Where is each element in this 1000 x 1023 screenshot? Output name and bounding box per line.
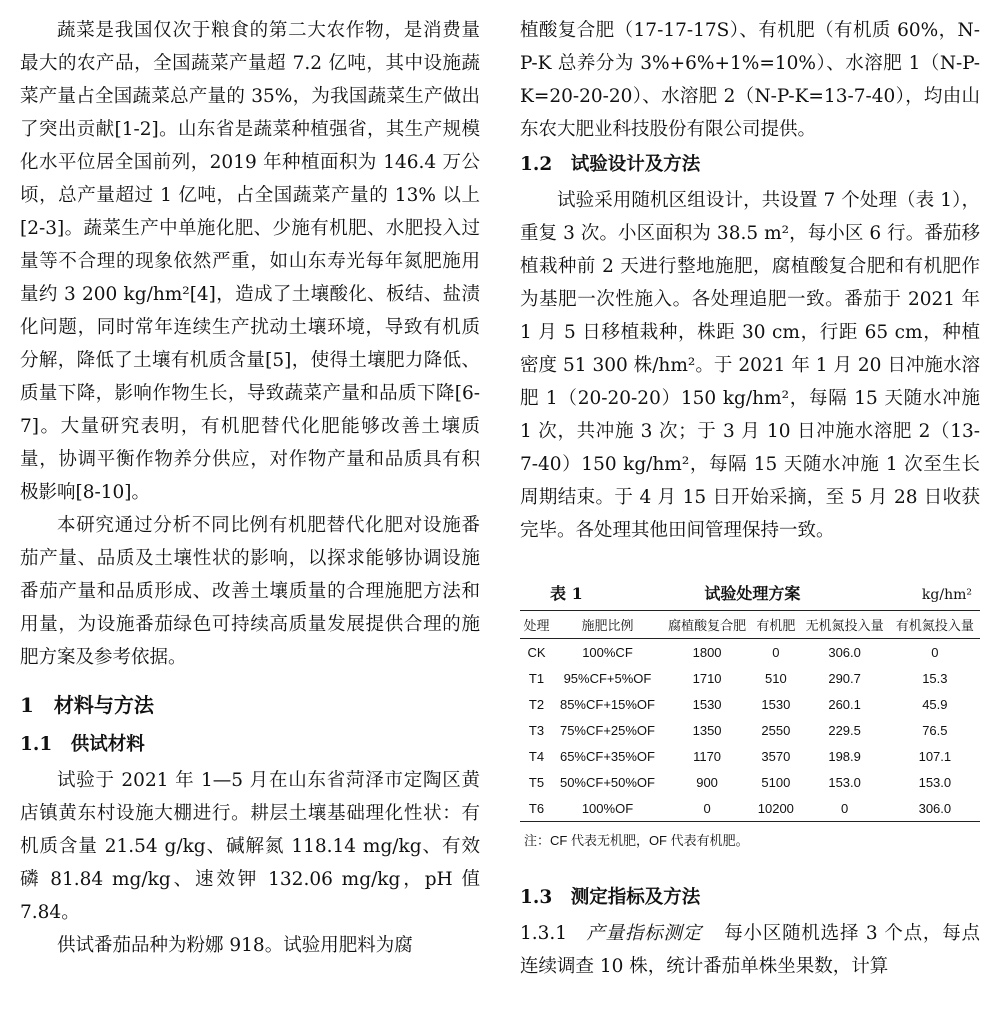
table-header-cell: 有机肥 [756, 618, 796, 633]
table-row [520, 639, 980, 666]
table-cell: 0 [772, 644, 780, 660]
table-label: 表 1 [550, 584, 583, 603]
table-cell: 1800 [692, 644, 722, 660]
table-cell: 76.5 [922, 722, 948, 738]
table-cell: 1350 [692, 722, 722, 738]
table-cell: 260.1 [828, 696, 861, 712]
table-cell: 229.5 [828, 722, 861, 738]
table-caption [520, 581, 980, 604]
intro-paragraph-2: 本研究通过分析不同比例有机肥替代化肥对设施番茄产量、品质及土壤性状的影响，以探求能够协调设施番茄产量和品质形成、改善土壤质量的合理施肥方法和用量，为设施番茄绿色可持续高质量发展提供合理的施肥方案及参考依据。 [20, 515, 480, 668]
table-unit: kg/hm² [921, 587, 972, 603]
section-title: 材料与方法 [53, 693, 154, 717]
table-row [520, 717, 980, 743]
table-cell: T1 [528, 670, 545, 686]
table-cell: T4 [528, 748, 545, 764]
table-cell: 0 [841, 800, 849, 816]
subsection-number: 1.3 [520, 887, 553, 908]
table-cell: T2 [528, 696, 545, 712]
table-cell: 510 [764, 670, 787, 686]
table-cell: 95%CF+5%OF [563, 670, 652, 686]
right-column [520, 14, 980, 983]
table-cell: T5 [528, 774, 545, 790]
subsection-heading-1-1 [20, 728, 480, 762]
table-cell: 2550 [761, 722, 791, 738]
table-cell: CK [527, 644, 546, 660]
table-header-cell: 处理 [523, 618, 550, 633]
table-cell: 107.1 [918, 748, 952, 764]
table-cell: 65%CF+35%OF [559, 748, 655, 764]
materials-paragraph: 试验于 2021 年 1—5 月在山东省菏泽市定陶区黄店镇黄东村设施大棚进行。耕层土壤基础理化性状：有机质含量 21.54 g/kg、碱解氮 118.14 mg/kg、有效磷 81.84 mg/kg、速效钾 132.06 mg/kg，pH 值 7.84。 [20, 770, 480, 923]
subsubsection-label: 产量指标测定 [585, 923, 703, 944]
table-cell: 15.3 [922, 670, 948, 686]
subsection-heading-1-2 [520, 148, 980, 182]
yield-method-text: 每小区随机选择 3 个点，每点连续调查 10 株，统计番茄单株坐果数，计算 [520, 923, 980, 977]
table-cell: 85%CF+15%OF [559, 696, 655, 712]
table-cell: 0 [931, 644, 939, 660]
table-row [520, 795, 980, 822]
section-number: 1 [20, 693, 34, 717]
table-cell: 900 [696, 774, 718, 790]
table-header-row [520, 611, 980, 639]
table-cell: 100%OF [581, 800, 634, 816]
table-cell: 100%CF [582, 644, 633, 660]
table-cell: 306.0 [918, 800, 952, 816]
table-cell: 50%CF+50%OF [559, 774, 655, 790]
design-paragraph: 试验采用随机区组设计，共设置 7 个处理（表 1），重复 3 次。小区面积为 38.5 m²，每小区 6 行。番茄移植栽种前 2 天进行整地施肥，腐植酸复合肥和有机肥作为基肥一次性施入。各处理追肥一致。番茄于 2021 年 1 月 5 日移植栽种，株距 30 cm，行距 65 cm，种植密度 51 300 株/hm²。于 2021 年 1 月 20 日冲施水溶肥 1（20-20-20）150 kg/hm²，每隔 15 天随水冲施 1 次，共冲施 3 次；于 3 月 10 日冲施水溶肥 2（13-7-40）150 kg/hm²，每隔 15 天随水冲施 1 次至生长周期结束。于 4 月 15 日开始采摘，至 5 月 28 日收获完毕。各处理其他田间管理保持一致。 [520, 190, 980, 541]
subsection-title: 试验设计及方法 [570, 154, 701, 175]
subsubsection-number: 1.3.1 [520, 923, 568, 944]
table-cell: 1530 [761, 696, 791, 712]
table-row [520, 691, 980, 717]
table-cell: 153.0 [918, 774, 952, 790]
variety-paragraph: 供试番茄品种为粉娜 918。试验用肥料为腐 [57, 935, 413, 956]
table-cell: T3 [528, 722, 545, 738]
subsection-heading-1-3 [520, 881, 980, 915]
table-cell: 153.0 [828, 774, 861, 790]
table-title: 试验处理方案 [704, 584, 801, 603]
left-column [20, 14, 480, 962]
treatment-table [520, 610, 980, 822]
subsection-title: 供试材料 [70, 734, 145, 755]
table-cell: 10200 [757, 800, 794, 816]
table-row [520, 769, 980, 795]
table-header-cell: 腐植酸复合肥 [668, 618, 747, 633]
table-cell: 198.9 [828, 748, 861, 764]
intro-paragraph-1: 蔬菜是我国仅次于粮食的第二大农作物，是消费量最大的农产品，全国蔬菜产量超 7.2 亿吨，其中设施蔬菜产量占全国蔬菜总产量的 35%，为我国蔬菜生产做出了突出贡献[1-2]。山东省是蔬菜种植强省，其生产规模化水平位居全国前列，2019 年种植面积为 146.4 万公顷，总产量超过 1 亿吨，占全国蔬菜产量的 13% 以上[2-3]。蔬菜生产中单施化肥、少施有机肥、水肥投入过量等不合理的现象依然严重，如山东寿光每年氮肥施用量约 3 200 kg/hm²[4]，造成了土壤酸化、板结、盐渍化问题，同时常年连续生产扰动土壤环境，导致有机质分解，降低了土壤有机质含量[5]，使得土壤肥力降低、质量下降，影响作物生长，导致蔬菜产量和品质下降[6-7]。大量研究表明，有机肥替代化肥能够改善土壤质量，协调平衡作物养分供应，对作物产量和品质具有积极影响[8-10]。 [20, 20, 480, 503]
table-note: 注：CF 代表无机肥，OF 代表有机肥。 [524, 833, 749, 848]
table-row [520, 743, 980, 769]
table-cell: 306.0 [828, 644, 861, 660]
subsection-number: 1.1 [20, 734, 53, 755]
table-cell: 45.9 [922, 696, 948, 712]
table-row [520, 665, 980, 691]
subsubsection-1-3-1 [520, 917, 980, 983]
table-cell: 1710 [692, 670, 722, 686]
table-cell: T6 [528, 800, 545, 816]
section-heading-1 [20, 688, 480, 722]
table-cell: 3570 [761, 748, 791, 764]
table-header-cell: 有机氮投入量 [895, 618, 974, 633]
table-cell: 1530 [692, 696, 722, 712]
table-1 [520, 581, 980, 849]
subsection-number: 1.2 [520, 154, 553, 175]
table-header-cell: 施肥比例 [581, 618, 634, 633]
table-cell: 5100 [761, 774, 791, 790]
table-cell: 0 [703, 800, 711, 816]
table-header-cell: 无机氮投入量 [805, 618, 884, 633]
table-cell: 290.7 [828, 670, 861, 686]
table-cell: 1170 [693, 748, 722, 764]
table-cell: 75%CF+25%OF [559, 722, 655, 738]
subsection-title: 测定指标及方法 [570, 887, 701, 908]
fertilizer-paragraph: 植酸复合肥（17-17-17S）、有机肥（有机质 60%，N-P-K 总养分为 3%+6%+1%=10%）、水溶肥 1（N-P-K=20-20-20）、水溶肥 2（N-P-K=13-7-40），均由山东农大肥业科技股份有限公司提供。 [520, 20, 980, 140]
